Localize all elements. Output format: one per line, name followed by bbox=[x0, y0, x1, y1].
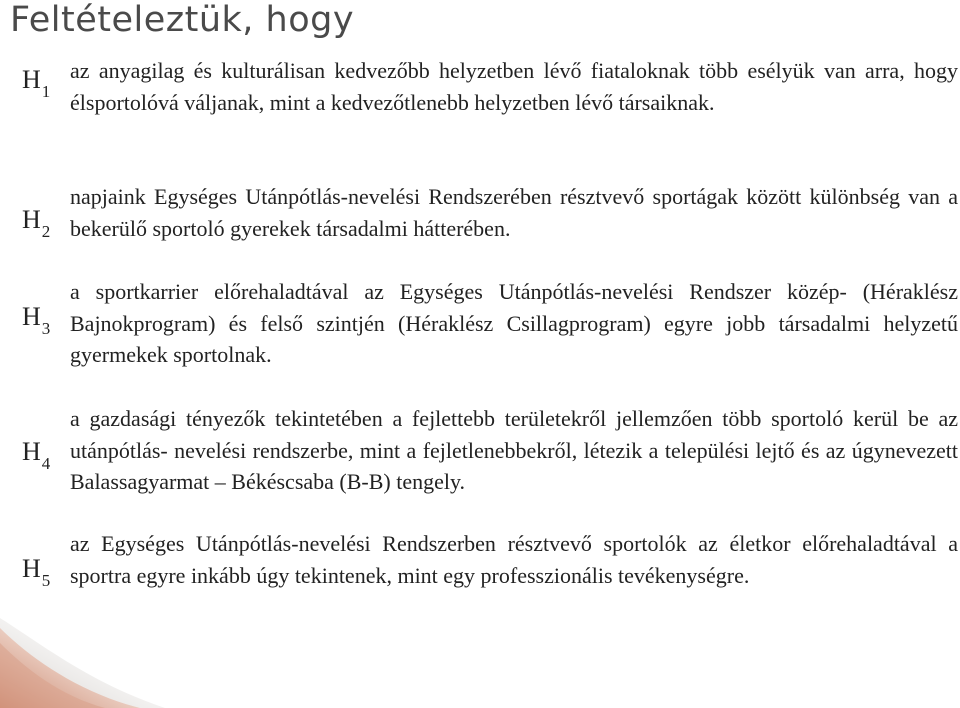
corner-decoration bbox=[0, 588, 165, 708]
hypothesis-letter: H bbox=[22, 205, 41, 234]
hypothesis-number: 1 bbox=[41, 82, 51, 101]
hypothesis-number: 3 bbox=[41, 319, 51, 338]
hypothesis-label-3 bbox=[22, 302, 51, 338]
hypothesis-number: 5 bbox=[41, 571, 51, 590]
hypothesis-letter: H bbox=[22, 554, 41, 583]
hypothesis-text-4: a gazdasági tényezők tekintetében a fejlettebb területekről jellemzően több sportoló kerül be az utánpótlás- nevelési rendszerbe, mint a fejletlenebbekről, létezik a települési lejtő és az úgynevezett Balassagyarmat – Békéscsaba (B-B) tengely. bbox=[70, 406, 958, 494]
hypothesis-text-5: az Egységes Utánpótlás-nevelési Rendszerben résztvevő sportolók az életkor előrehaladtával a sportra egyre inkább úgy tekintenek, mint egy professzionális tevékenységre. bbox=[70, 531, 958, 588]
hypothesis-label-1 bbox=[22, 65, 51, 101]
hypothesis-text-3: a sportkarrier előrehaladtával az Egységes Utánpótlás-nevelési Rendszer közép- (Héraklész Bajnokprogram) és felső szintjén (Héraklész Csillagprogram) egyre jobb társadalmi helyzetű gyermekek sportolnak. bbox=[70, 279, 958, 367]
hypothesis-letter: H bbox=[22, 302, 41, 331]
hypothesis-text-1: az anyagilag és kulturálisan kedvezőbb helyzetben lévő fiataloknak több esélyük van arra, hogy élsportolóvá váljanak, mint a kedvezőtlenebb helyzetben lévő társaiknak. bbox=[70, 58, 958, 115]
page-title: Feltételeztük, hogy bbox=[10, 0, 355, 40]
hypothesis-label-2 bbox=[22, 205, 51, 241]
hypothesis-letter: H bbox=[22, 65, 41, 94]
hypothesis-number: 4 bbox=[41, 454, 51, 473]
hypothesis-letter: H bbox=[22, 437, 41, 466]
hypothesis-number: 2 bbox=[41, 222, 51, 241]
hypothesis-label-5 bbox=[22, 554, 51, 590]
hypothesis-text-2: napjaink Egységes Utánpótlás-nevelési Rendszerében résztvevő sportágak között különbség van a bekerülő sportoló gyerekek társadalmi hátterében. bbox=[70, 184, 958, 241]
hypothesis-label-4 bbox=[22, 437, 51, 473]
